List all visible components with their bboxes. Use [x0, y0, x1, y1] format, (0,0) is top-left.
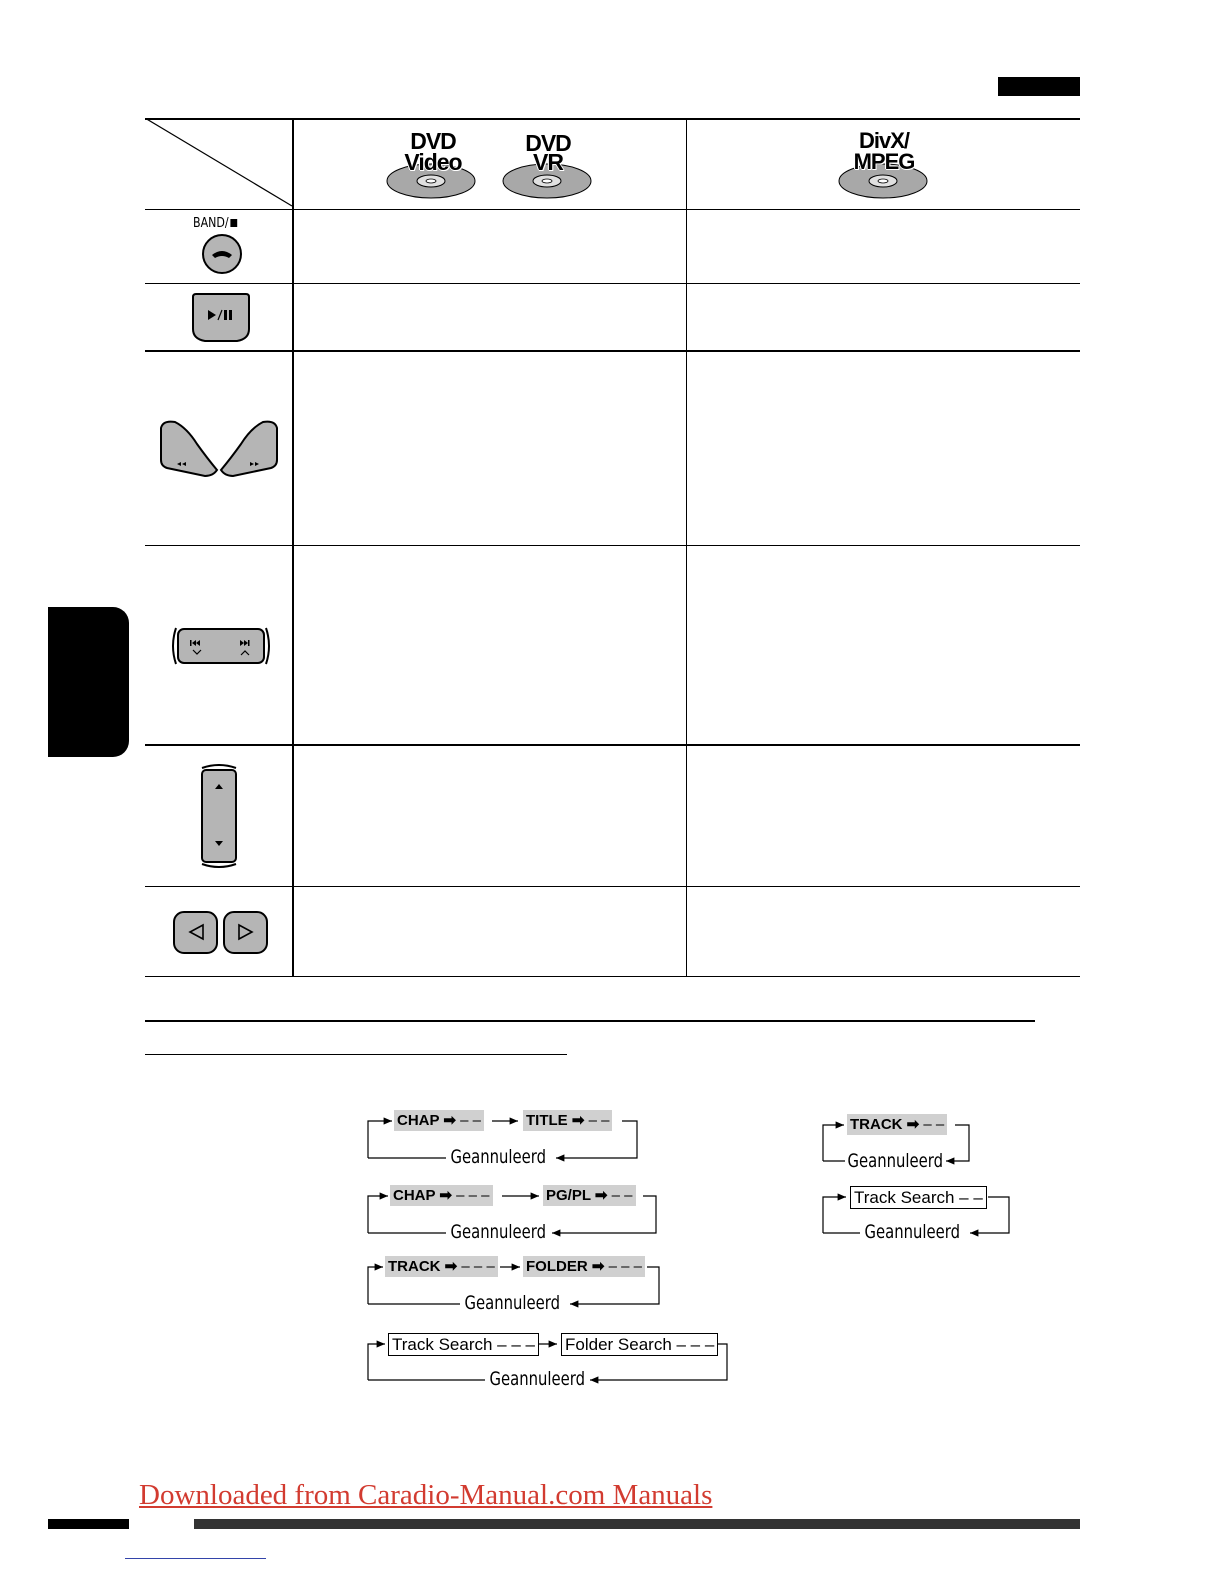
track-tag [385, 1256, 498, 1277]
chap-suffix: – – – [456, 1187, 490, 1204]
track-suffix: – – – [461, 1258, 495, 1275]
cancel-label: Geannuleerd [864, 1221, 961, 1243]
cancel-label: Geannuleerd [450, 1221, 547, 1243]
dvd-video-label-line1: DVD [410, 128, 456, 154]
download-source-link[interactable]: Downloaded from Caradio-Manual.com Manuals [139, 1479, 713, 1511]
title-label: TITLE [526, 1112, 568, 1129]
pgpl-label: PG/PL [546, 1187, 591, 1204]
chap-label: CHAP [393, 1187, 436, 1204]
footer-bar-left [48, 1519, 129, 1529]
divx-label-line2: MPEG [853, 149, 915, 174]
cancel-label: Geannuleerd [450, 1146, 547, 1168]
track-search-box: Track Search – – [850, 1186, 987, 1209]
folder-search-box: Folder Search – – – [561, 1333, 718, 1356]
dvd-video-label-line2: Video [404, 149, 462, 175]
title-tag [523, 1110, 612, 1131]
folder-suffix: – – – [608, 1258, 642, 1275]
right-arrow-icon: ➡ [571, 1112, 585, 1129]
footer-bar-right [194, 1519, 1080, 1529]
folder-label: FOLDER [526, 1258, 588, 1275]
cancel-label: Geannuleerd [489, 1368, 586, 1390]
divx-label-line1: DivX/ [858, 128, 910, 153]
title-suffix: – – [588, 1112, 610, 1129]
right-arrow-icon: ➡ [591, 1258, 605, 1275]
right-arrow-icon: ➡ [439, 1187, 452, 1204]
cancel-label: Geannuleerd [464, 1292, 561, 1314]
track-search-box: Track Search – – – [388, 1333, 539, 1356]
right-arrow-icon: ➡ [443, 1112, 456, 1129]
chap-tag [390, 1185, 493, 1206]
cancel-label: Geannuleerd [847, 1150, 944, 1172]
track-label: TRACK [850, 1116, 903, 1133]
right-arrow-icon: ➡ [906, 1116, 920, 1133]
pgpl-tag [543, 1185, 636, 1206]
bottom-link-underline [125, 1558, 266, 1559]
pgpl-suffix: – – [611, 1187, 633, 1204]
dvd-vr-label-line2: VR [533, 149, 563, 175]
dvd-vr-label-line1: DVD [525, 130, 571, 156]
band-label-text: BAND/ [193, 216, 229, 231]
track-tag [847, 1114, 947, 1135]
chap-suffix: – – [460, 1112, 482, 1129]
folder-tag [523, 1256, 645, 1277]
chap-tag [394, 1110, 484, 1131]
track-suffix: – – [923, 1116, 945, 1133]
right-arrow-icon: ➡ [444, 1258, 458, 1275]
right-arrow-icon: ➡ [594, 1187, 608, 1204]
track-label: TRACK [388, 1258, 441, 1275]
chap-label: CHAP [397, 1112, 440, 1129]
